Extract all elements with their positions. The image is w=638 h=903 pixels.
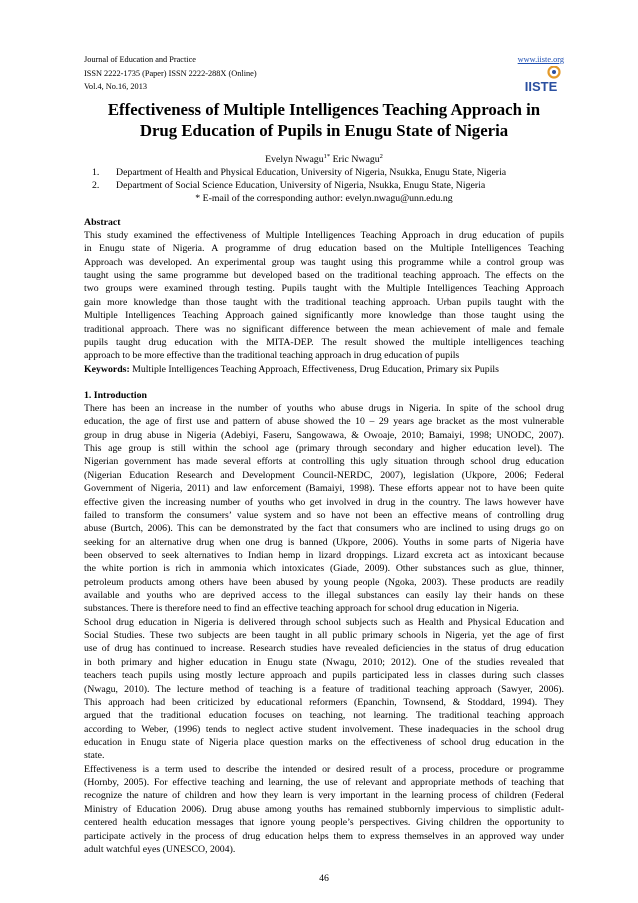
author-line bbox=[84, 153, 564, 166]
text-line: Ministry of Education 2006). Drug abuse among youths has remained stubbornly impervious to simplistic adult- bbox=[84, 803, 564, 815]
text-line: seeking for an alternative drug when one drug is banned (Ukpore, 2006). Youths in some parts of Nigeria have bbox=[84, 536, 564, 548]
text-line: School drug education in Nigeria is delivered through school subjects such as Health and Physical Education and bbox=[84, 616, 564, 628]
text-line: (Nwagu, 2010). The lecture method of teaching is a feature of traditional teaching approach (Sawyer, 2006). bbox=[84, 683, 564, 695]
text-line: education, the age of first use and pattern of abuse showed the 10 – 29 years age bracket as the most vulnerable bbox=[84, 416, 564, 428]
author-1: Evelyn Nwagu bbox=[265, 154, 324, 165]
volume-line: Vol.4, No.16, 2013 bbox=[84, 82, 147, 91]
logo-dot bbox=[552, 70, 556, 74]
text-line: traditional approach. There was no significant difference between the mean achievement of male and female bbox=[84, 323, 564, 335]
text-line: Approach was developed. An experimental group was taught using this programme while a control group was bbox=[84, 256, 564, 268]
text-line: centered health education messages that ignore young people’s perspectives. Giving children the opportunity to bbox=[84, 817, 564, 829]
paper-title bbox=[84, 99, 564, 141]
text-line: approach to be more effective than the traditional teaching approach in drug education of pupils bbox=[84, 350, 460, 362]
text-line: use of drug has continued to increase. Research studies have revealed deficiencies in the status of drug education bbox=[84, 643, 564, 655]
text-line: failed to transform the consumers’ value system and so have not been an effective means of controlling drug bbox=[84, 509, 564, 521]
text-line: argued that the traditional education focuses on teaching, not learning. The traditional teaching approach bbox=[84, 710, 564, 722]
text-line: Government of Nigeria, 2011) and law enforcement (Bamaiyi, 1998). These efforts appear not to have been quite bbox=[84, 483, 564, 495]
text-line: state. bbox=[84, 750, 105, 762]
introduction-heading: 1. Introduction bbox=[84, 390, 147, 401]
text-line: (Hornby, 2005). For effective teaching and learning, the use of relevant and appropriate methods of teaching that bbox=[84, 777, 564, 789]
author-1-sup: 1* bbox=[323, 153, 331, 160]
text-line: abuse (Burtch, 2006). This can be demonstrated by the fact that consumers who are inclined to using drugs go on bbox=[84, 523, 564, 535]
text-line: effective given the increasing number of youths who get involved in drug in the country. The laws however have bbox=[84, 496, 564, 508]
keywords-line bbox=[84, 363, 564, 376]
text-line: two groups were examined through testing. Pupils taught with the Multiple Intelligences Teaching Approach bbox=[84, 283, 564, 295]
text-line: teachers teach pupils using mostly lecture approach and pupils participated less in classes during such classes bbox=[84, 670, 564, 682]
title-line-2: Drug Education of Pupils in Enugu State of Nigeria bbox=[139, 121, 509, 140]
affiliation-1-text: Department of Health and Physical Education, University of Nigeria, Nsukka, Enugu State, Nigeria bbox=[116, 167, 507, 178]
text-line: Social Studies. These two subjects are been taught in all public primary schools in Nigeria, yet the age of first bbox=[84, 630, 564, 642]
abstract-heading: Abstract bbox=[84, 217, 121, 228]
title-line-1: Effectiveness of Multiple Intelligences Teaching Approach in bbox=[107, 100, 541, 119]
iiste-logo bbox=[519, 66, 564, 94]
abstract-body bbox=[84, 229, 564, 363]
keywords-text: Multiple Intelligences Teaching Approach, Effectiveness, Drug Education, Primary six Pupils bbox=[129, 364, 499, 375]
text-line: pupils taught drug education with the MITA-DEP. The result showed the multiple intelligences teaching bbox=[84, 336, 564, 348]
text-line: according to Weber, (1996) tends to neglect active student involvement. These inadequacies in the school drug bbox=[84, 723, 564, 735]
affiliation-2-text: Department of Social Science Education, University of Nigeria, Nsukka, Enugu State, Nigeria bbox=[116, 180, 486, 191]
text-line: Multiple Intelligences Teaching Approach gained significantly more knowledge than those taught using the bbox=[84, 310, 564, 322]
text-line: in Enugu state of Nigeria. A programme of drug education based on the Multiple Intelligences Teaching bbox=[84, 243, 564, 255]
affiliation-2 bbox=[92, 179, 564, 192]
text-line: available and youths who are deprived access to the illegal substances can easily lay their hands on these bbox=[84, 590, 564, 602]
introduction-body bbox=[84, 402, 564, 856]
text-line: in both primary and higher education in Enugu state (Nwagu, 2010; 2012). One of the studies revealed that bbox=[84, 656, 564, 668]
text-line: This approach had been criticized by educational reformers (Epanchin, Townsend, & Stoddard, 1994). They bbox=[84, 696, 564, 708]
keywords-label: Keywords: bbox=[84, 364, 130, 375]
journal-name: Journal of Education and Practice bbox=[84, 55, 196, 64]
text-line: the white portion is rich in ammonia which intoxicates (Giade, 2009). Other substances such as glue, thinner, bbox=[84, 563, 564, 575]
corresponding-email: * E-mail of the corresponding author: evelyn.nwagu@unn.edu.ng bbox=[195, 193, 453, 204]
affiliation-1 bbox=[92, 166, 564, 179]
page-number: 46 bbox=[319, 873, 329, 884]
text-line: taught using the same programme but developed based on the traditional teaching approach. The effects on the bbox=[84, 270, 564, 282]
text-line: substances. There is therefore need to find an effective teaching approach for school drug education in Nigeria. bbox=[84, 603, 519, 615]
text-line: participate actively in the process of drug education helps them to express themselves in an approved way under bbox=[84, 830, 564, 842]
journal-url-link[interactable]: www.iiste.org bbox=[517, 55, 564, 64]
affiliation-1-number: 1. bbox=[92, 167, 100, 178]
text-line: gain more knowledge than those taught with the traditional teaching approach. Urban pupils taught with the bbox=[84, 296, 564, 308]
author-2-sup: 2 bbox=[379, 153, 383, 160]
text-line: This study examined the effectiveness of Multiple Intelligences Teaching Approach in drug education of pupils bbox=[84, 230, 564, 241]
text-line: adult watchful eyes (UNESCO, 2004). bbox=[84, 843, 236, 855]
text-line: group in drug abuse in Nigeria (Adebiyi, Faseru, Sangowawa, & Owoaje, 2010; Bamaiyi, 1998; UNODC, 2007). bbox=[84, 429, 564, 441]
affiliation-2-number: 2. bbox=[92, 180, 100, 191]
text-line: Effectiveness is a term used to describe the intended or desired result of a process, procedure or programme bbox=[84, 763, 564, 775]
text-line: There has been an increase in the number of youths who abuse drugs in Nigeria. In spite of the school drug bbox=[84, 403, 564, 414]
text-line: education in Enugu state of Nigeria place question marks on the effectiveness of school drug education in the bbox=[84, 736, 564, 748]
text-line: petroleum products among others have been abused by young people (Ngoka, 2003). These products are readily bbox=[84, 576, 564, 588]
author-2: Eric Nwagu bbox=[332, 154, 380, 165]
running-header bbox=[84, 53, 564, 94]
text-line: recognize the nature of children and how they learn is very important in the learning process of children (Federal bbox=[84, 790, 564, 802]
issn-line: ISSN 2222-1735 (Paper) ISSN 2222-288X (Online) bbox=[84, 68, 257, 78]
logo-text: IISTE bbox=[524, 79, 558, 94]
text-line: been observed to seek alternatives to Indian hemp in lizard droppings. Lizard excreta act as intoxicant because bbox=[84, 549, 564, 561]
text-line: Nigerian government has made several efforts at controlling this ugly situation through school drug education bbox=[84, 456, 564, 468]
text-line: This age group is still within the school age (primary through secondary and higher education level). The bbox=[84, 443, 564, 455]
text-line: (Nigerian Education Research and Development Council-NERDC, 2007), legislation (Ukpore, 2006; Federal bbox=[84, 469, 564, 481]
